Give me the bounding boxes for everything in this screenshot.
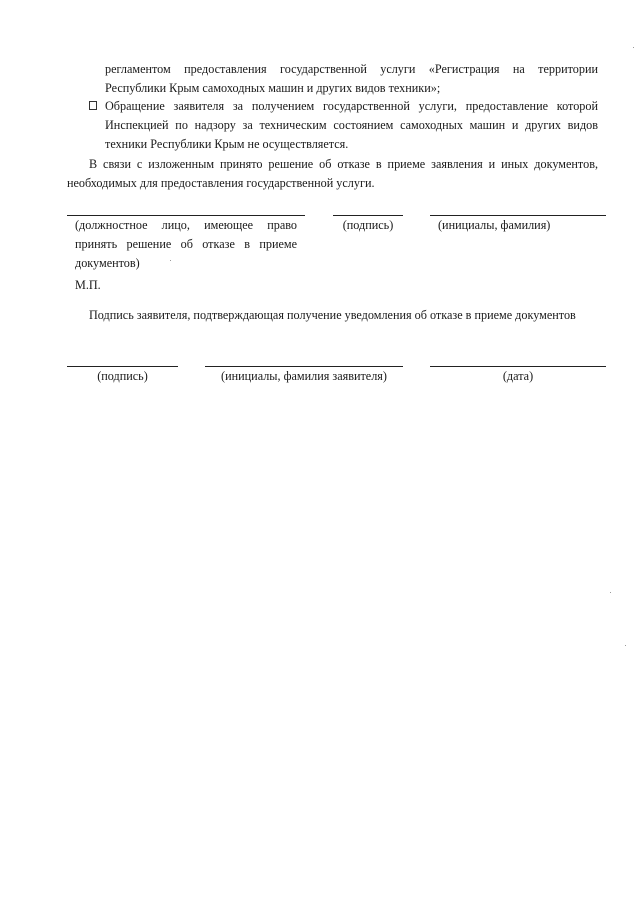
list-item-2: Обращение заявителя за получением государственной услуги, предоставление которой Инспекцией по надзору за техническим состоянием самоходных машин и других видов техники Республики Крым не осуществляется.: [105, 99, 598, 151]
scan-speck: [170, 260, 171, 261]
stamp-label: М.П.: [75, 278, 101, 292]
applicant-signature-label: (подпись): [97, 369, 148, 383]
official-position-label: (должностное лицо, имеющее право принять решение об отказе в приеме документов): [75, 218, 297, 270]
checkbox-icon: [89, 101, 97, 110]
scan-speck: [610, 592, 611, 593]
applicant-name-label: (инициалы, фамилия заявителя): [221, 369, 387, 383]
applicant-confirmation-text: Подпись заявителя, подтверждающая получение уведомления об отказе в приеме документов: [89, 308, 576, 322]
official-name-label: (инициалы, фамилия): [438, 218, 551, 232]
scan-speck: [633, 47, 634, 48]
applicant-date-label: (дата): [502, 369, 534, 383]
official-signature-label: (подпись): [342, 218, 394, 232]
list-item-1-line-2: Республики Крым самоходных машин и других видов техники»;: [105, 81, 441, 95]
decision-paragraph: В связи с изложенным принято решение об отказе в приеме заявления и иных документов, необходимых для предоставления государственной услуги.: [67, 157, 598, 190]
list-item-1-line-1: регламентом предоставления государственной услуги «Регистрация на территории: [105, 62, 598, 76]
scan-speck: [625, 645, 626, 646]
